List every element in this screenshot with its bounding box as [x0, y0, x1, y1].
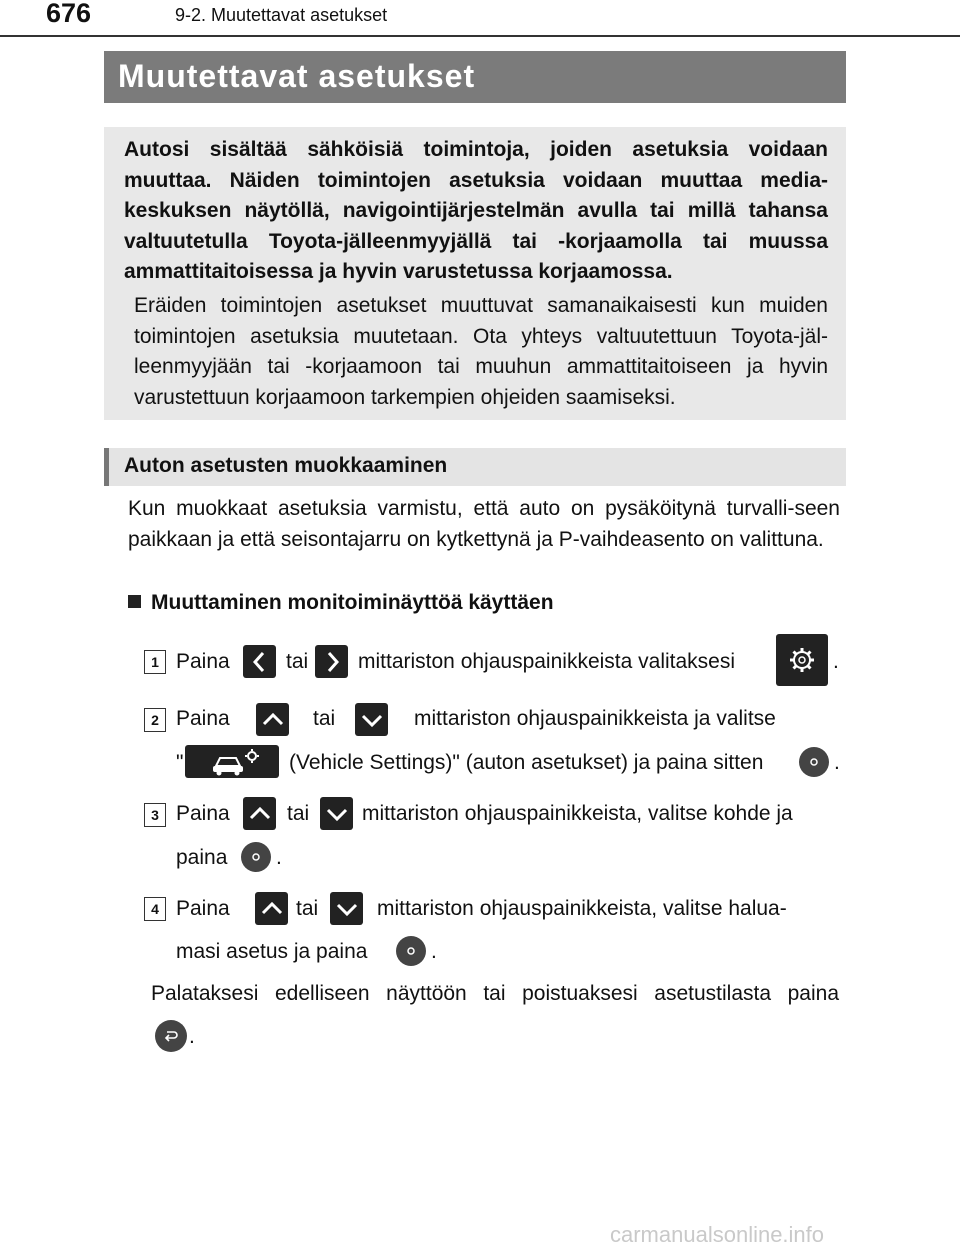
chevron-down-icon — [330, 892, 363, 925]
step-2-end: . — [834, 751, 840, 774]
step-2-quote: " — [176, 751, 184, 774]
bullet-square-icon — [128, 595, 141, 608]
settings-gear-icon — [776, 634, 828, 686]
back-button-icon — [155, 1020, 187, 1052]
chevron-down-icon — [320, 797, 353, 830]
step-4-paina: Paina — [176, 897, 230, 920]
step-1-end: . — [833, 650, 839, 673]
watermark: carmanualsonline.info — [610, 1222, 825, 1247]
chevron-up-icon — [243, 797, 276, 830]
ok-button-icon — [241, 842, 271, 872]
step-1-text: mittariston ohjauspainikkeista valitaksesi — [358, 650, 736, 673]
chevron-right-icon — [315, 645, 348, 678]
step-1-number: 1 — [144, 650, 166, 674]
step-3-paina: Paina — [176, 802, 230, 825]
step-4-text: mittariston ohjauspainikkeista, valitse halua- — [377, 897, 787, 920]
step-4-number: 4 — [144, 897, 166, 921]
intro-box — [104, 127, 846, 420]
subsection-heading: Auton asetusten muokkaaminen — [124, 454, 448, 477]
step-1-paina: Paina — [176, 650, 230, 673]
running-header: 9-2. Muutettavat asetukset — [175, 5, 388, 25]
step-4-line2: masi asetus ja paina — [176, 940, 368, 963]
ok-button-icon — [799, 747, 829, 777]
back-instruction-end: . — [189, 1025, 195, 1048]
intro-normal-text: Eräiden toimintojen asetukset muuttuvat samanaikaisesti kun muiden toimintojen asetuksia muutetaan. Ota yhteys valtuutettuun Toyota-jäl-leenmyyjään tai -korjaamoon tai muuhun ammattitaitoiseen ja hyvin varustettuun korjaamoon tarkempien ohjeiden saamiseksi. — [134, 294, 828, 409]
step-2-number: 2 — [144, 708, 166, 732]
vehicle-settings-icon — [185, 745, 279, 778]
step-3-tai: tai — [287, 802, 310, 825]
bullet-heading — [128, 591, 554, 615]
chevron-up-icon — [255, 892, 288, 925]
chevron-left-icon — [243, 645, 276, 678]
page-title: Muutettavat asetukset — [118, 58, 476, 94]
step-4-end: . — [431, 940, 437, 963]
step-1-tai: tai — [286, 650, 309, 673]
back-instruction-text: Palataksesi edelliseen näyttöön tai poistuaksesi asetustilasta paina — [151, 982, 839, 1005]
intro-bold-text: Autosi sisältää sähköisiä toimintoja, joiden asetuksia voidaan muuttaa. Näiden toimintojen asetuksia voidaan muuttaa media-keskuksen näytöllä, navigointijärjestelmän avulla tai millä tahansa valtuutetulla Toyota-jälleenmyyjällä tai -korjaamolla tai muussa ammattitaitoisessa ja hyvin varustetussa korjaamossa. — [124, 138, 828, 283]
step-3-number: 3 — [144, 803, 166, 827]
step-3-line2: paina — [176, 846, 228, 869]
step-2-paina: Paina — [176, 707, 230, 730]
step-2-line2: (Vehicle Settings)" (auton asetukset) ja paina sitten — [289, 751, 764, 774]
step-2-text: mittariston ohjauspainikkeista ja valitse — [414, 707, 776, 730]
page-number: 676 — [46, 0, 92, 28]
header-rule — [0, 35, 960, 37]
chevron-down-icon — [355, 703, 388, 736]
step-4-tai: tai — [296, 897, 319, 920]
step-3-text: mittariston ohjauspainikkeista, valitse kohde ja — [362, 802, 793, 825]
ok-button-icon — [396, 936, 426, 966]
chevron-up-icon — [256, 703, 289, 736]
subsection-paragraph: Kun muokkaat asetuksia varmistu, että auto on pysäköitynä turvalli-seen paikkaan ja että seisontajarru on kytkettynä ja P-vaihdeasento on valittuna. — [128, 497, 840, 551]
bullet-text: Muuttaminen monitoiminäyttöä käyttäen — [151, 591, 554, 614]
step-2-tai: tai — [313, 707, 336, 730]
subsection-bar — [104, 448, 846, 486]
title-bar — [104, 51, 846, 103]
step-3-end: . — [276, 846, 282, 869]
